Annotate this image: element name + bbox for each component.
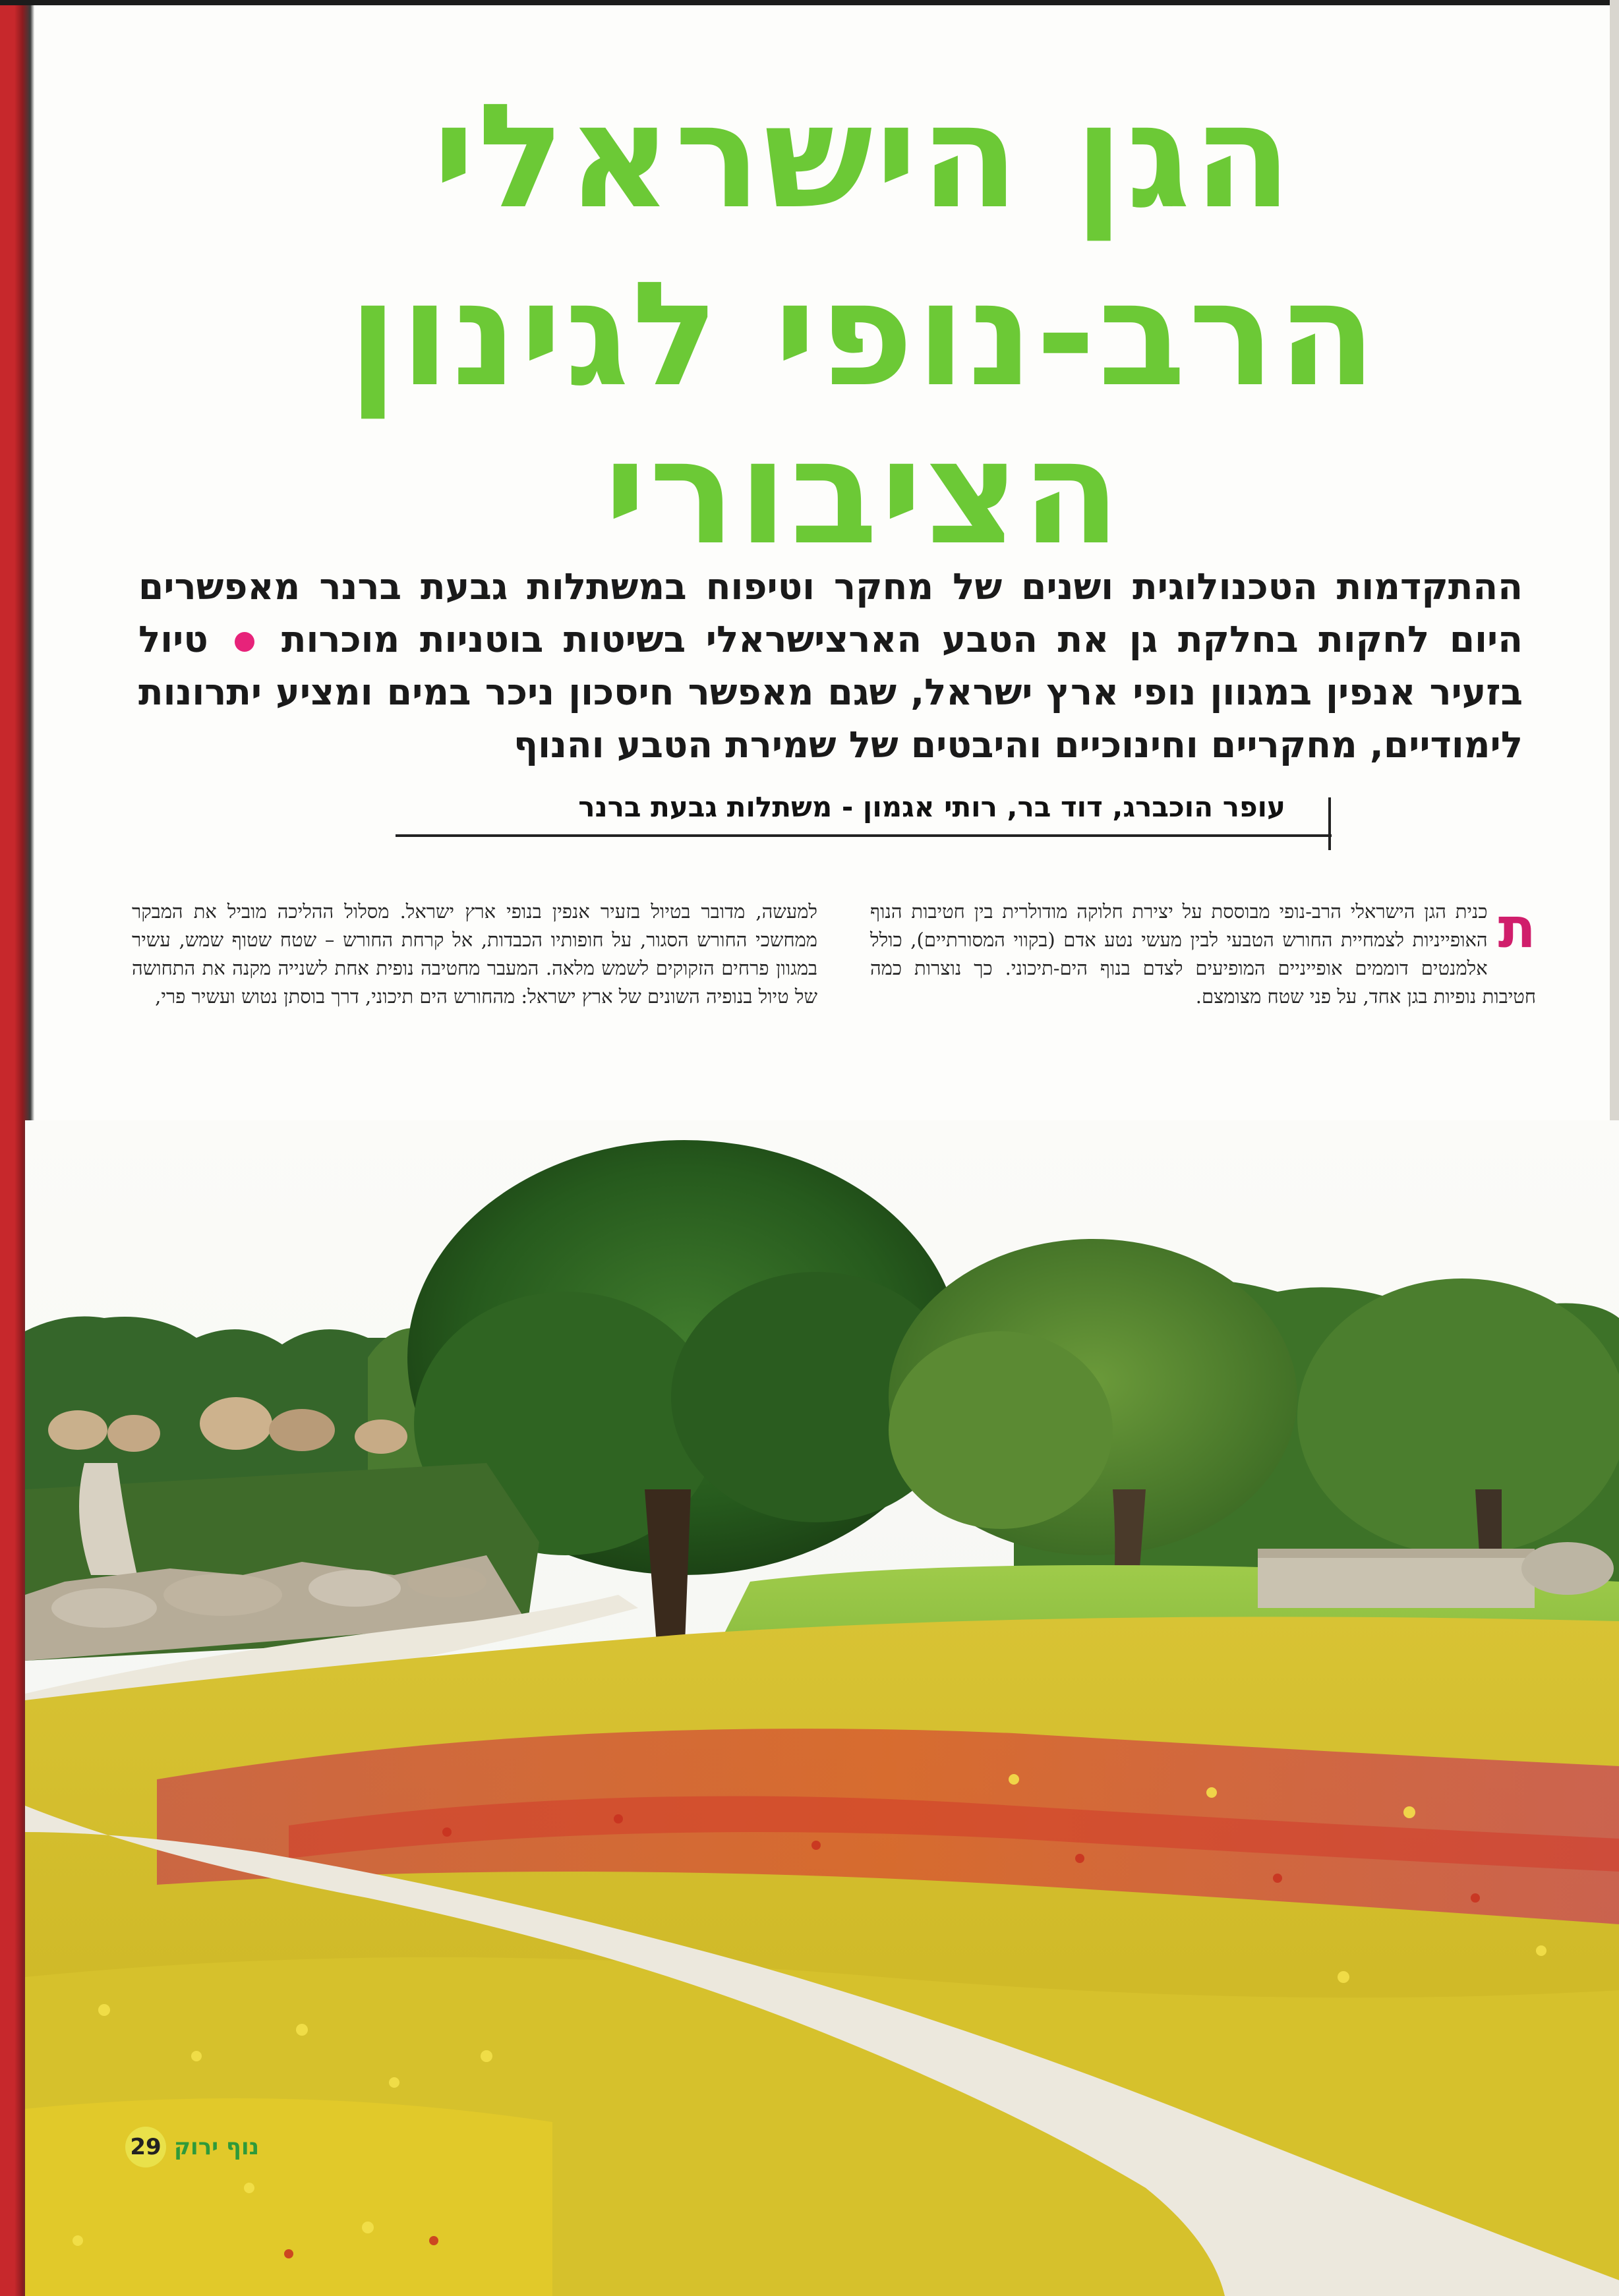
- body-column-right: [870, 898, 1536, 1011]
- byline-rule: [396, 834, 1332, 837]
- body-text-right: כנית הגן הישראלי הרב-נופי מבוססת על יצירת חלוקה מודולרית בין חטיבות הנוף האופייניות לצמחיית החורש הטבעי לבין מעשי נטע אדם (בקווי המסורתיים), כולל אלמנטים דוממים אופייניים המופיעים לצדם בנוף הים-תיכוני. כך נוצרות כמה חטיבות נופיות בגן אחד, על פני שטח מצומצם.: [870, 900, 1536, 1008]
- article-lead: [138, 560, 1523, 771]
- body-column-left: [132, 898, 817, 1011]
- article-title-line-3: הציבורי: [604, 410, 1123, 577]
- body-text-left: למעשה, מדובר בטיול בזעיר אנפין בנופי ארץ ישראל. מסלול ההליכה מוביל את המבקר ממחשכי החורש הסגור, על חופותיו הכבדות, אל קרחת החורש – שטח שטוף שמש, עשיר במגוון פרחים הזקוקים לשמש מלאה. המעבר מחטיבה נופית אחת לשנייה מקנה את התחושה של טיול בנופיה השונים של ארץ ישראל: מהחורש הים תיכוני, דרך בוסתן נטוש ועשיר פרי,: [132, 900, 817, 1008]
- byline-rule-vertical: [1328, 797, 1331, 850]
- page-footer: [125, 2125, 259, 2169]
- article-title-line-1: הגן הישראלי: [432, 74, 1295, 241]
- bullet-dot-icon: [235, 632, 254, 652]
- page-number-badge: 29: [125, 2127, 166, 2167]
- lead-text-part-1: ההתקדמות הטכנולוגית ושנים של מחקר וטיפוח במשתלות גבעת ברנר מאפשרים היום לחקות בחלקת גן את הטבע הארצישראלי בשיטות בוטניות מוכרות: [138, 565, 1523, 660]
- lead-text-part-2: טיול בזעיר אנפין במגוון נופי ארץ ישראל, שגם מאפשר חיסכון ניכר במים ומציע יתרונות לימודיים, מחקריים וחינוכיים והיבטים של שמירת הטבע והנוף: [138, 618, 1523, 766]
- magazine-name: נוף ירוק: [174, 2134, 260, 2160]
- byline: עופר הוכברג, דוד בר, רותי אגמון - משתלות גבעת ברנר: [578, 791, 1285, 823]
- garden-photo: [25, 1120, 1619, 2296]
- article-title-line-2: הרב-נופי לגינון: [348, 252, 1379, 418]
- top-edge: [0, 0, 1619, 5]
- drop-cap: ת: [1498, 896, 1536, 960]
